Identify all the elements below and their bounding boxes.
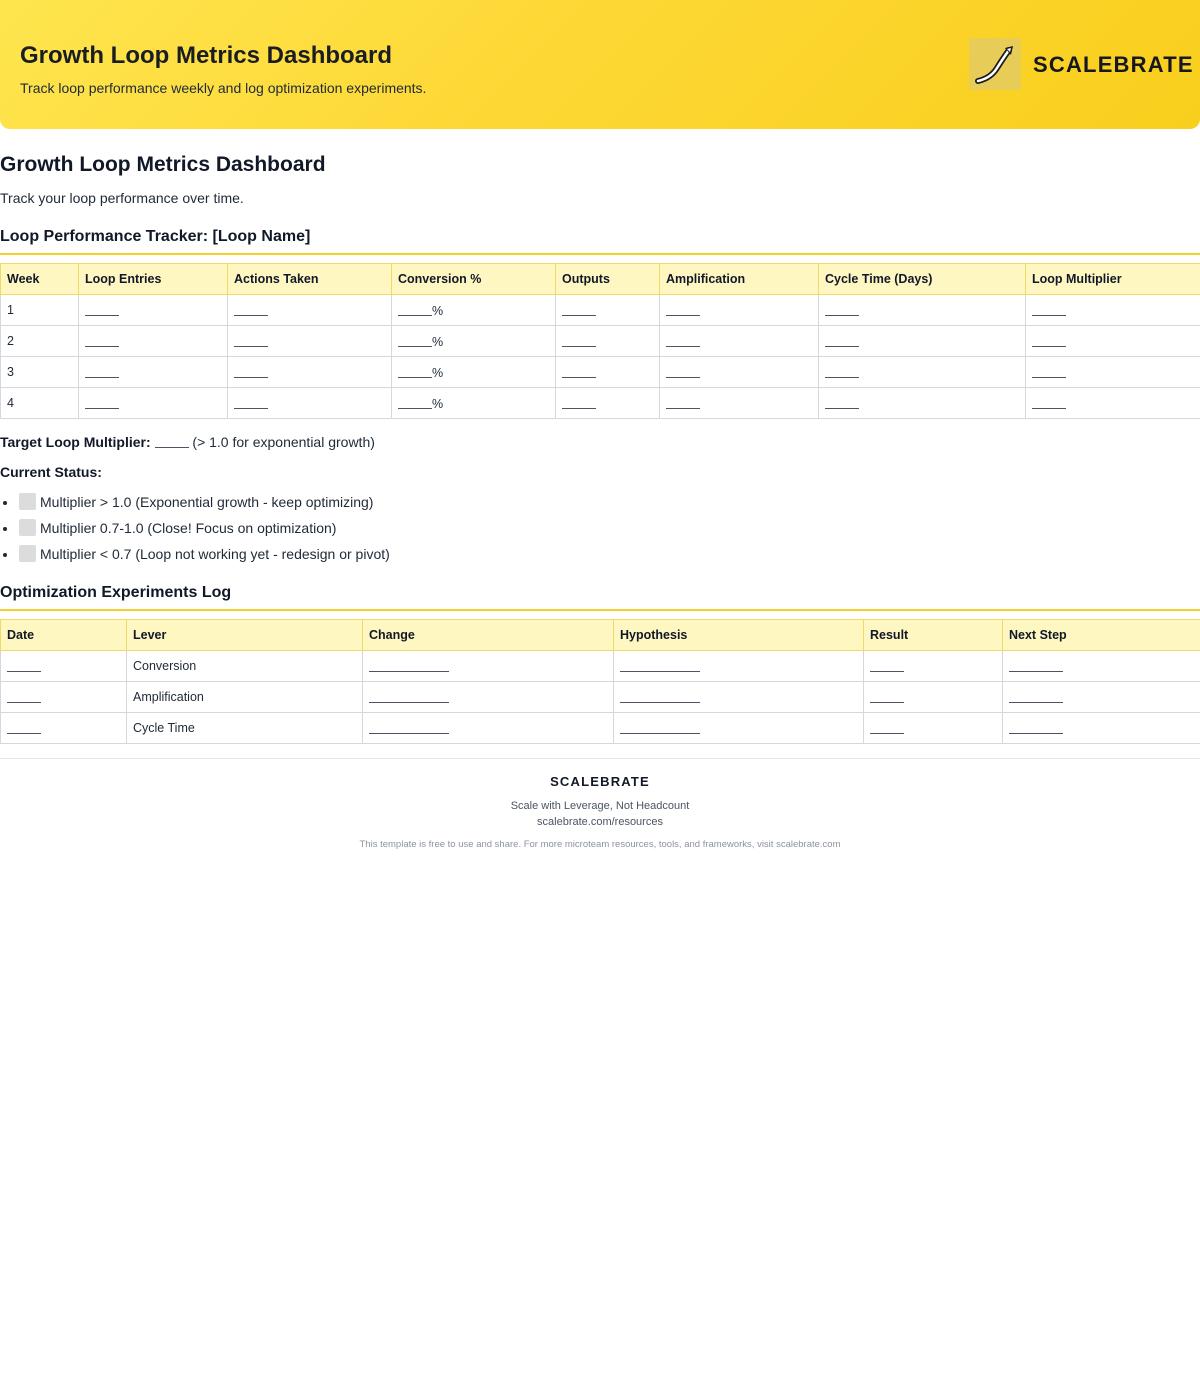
target-multiplier-field[interactable] (155, 434, 189, 448)
loop-entries-field[interactable] (79, 295, 228, 326)
loop-multiplier-field[interactable] (1026, 388, 1200, 419)
column-header-date: Date (1, 620, 127, 651)
cycle-time-field[interactable] (819, 357, 1026, 388)
amplification-field[interactable] (660, 357, 819, 388)
loop-multiplier-field[interactable] (1026, 326, 1200, 357)
result-field[interactable] (864, 682, 1003, 713)
amplification-field[interactable] (660, 326, 819, 357)
column-header-result: Result (864, 620, 1003, 651)
table-header-row (1, 264, 1200, 295)
conversion-field[interactable] (392, 295, 556, 326)
conversion-field[interactable] (392, 326, 556, 357)
list-item (0, 518, 390, 544)
page-title: Growth Loop Metrics Dashboard (0, 153, 326, 176)
outputs-field[interactable] (556, 357, 660, 388)
target-multiplier-label: Target Loop Multiplier: (0, 434, 151, 450)
table-header-row (1, 620, 1200, 651)
header-title: Growth Loop Metrics Dashboard (20, 42, 393, 69)
week-cell: 4 (1, 388, 79, 419)
tracker-section-title: Loop Performance Tracker: [Loop Name] (0, 228, 311, 245)
column-header-loop-multiplier: Loop Multiplier (1026, 264, 1200, 295)
outputs-field[interactable] (556, 326, 660, 357)
table-row (1, 713, 1200, 744)
next-step-field[interactable] (1003, 682, 1200, 713)
table-row (1, 651, 1200, 682)
lever-cell: Conversion (127, 651, 363, 682)
result-field[interactable] (864, 713, 1003, 744)
week-cell: 2 (1, 326, 79, 357)
header-subtitle: Track loop performance weekly and log optimization experiments. (20, 80, 427, 96)
amplification-field[interactable] (660, 295, 819, 326)
experiments-log-table (0, 619, 1200, 744)
loop-multiplier-field[interactable] (1026, 357, 1200, 388)
section-divider (0, 253, 1200, 255)
target-multiplier-line (0, 434, 375, 450)
footer-tagline: Scale with Leverage, Not Headcount (510, 800, 690, 812)
actions-taken-field[interactable] (228, 326, 392, 357)
status-option-label: Multiplier < 0.7 (Loop not working yet - redesign or pivot) (40, 546, 390, 562)
cycle-time-field[interactable] (819, 388, 1026, 419)
cycle-time-field[interactable] (819, 326, 1026, 357)
page-subtitle: Track your loop performance over time. (0, 190, 244, 206)
outputs-field[interactable] (556, 388, 660, 419)
bullet-icon (3, 501, 7, 505)
rising-arrow-icon (969, 38, 1021, 90)
loop-entries-field[interactable] (79, 357, 228, 388)
column-header-actions-taken: Actions Taken (228, 264, 392, 295)
column-header-change: Change (363, 620, 614, 651)
status-option-label: Multiplier > 1.0 (Exponential growth - keep optimizing) (40, 494, 374, 510)
lever-cell: Amplification (127, 682, 363, 713)
loop-entries-field[interactable] (79, 388, 228, 419)
loop-multiplier-field[interactable] (1026, 295, 1200, 326)
column-header-conversion: Conversion % (392, 264, 556, 295)
footer-note: This template is free to use and share. For more microteam resources, tools, and frameworks, visit scalebrate.com (359, 839, 841, 850)
column-header-outputs: Outputs (556, 264, 660, 295)
week-cell: 1 (1, 295, 79, 326)
table-row (1, 388, 1200, 419)
target-multiplier-note: (> 1.0 for exponential growth) (192, 434, 375, 450)
change-field[interactable] (363, 682, 614, 713)
list-item (0, 544, 390, 570)
hypothesis-field[interactable] (614, 713, 864, 744)
table-row (1, 682, 1200, 713)
conversion-field[interactable] (392, 357, 556, 388)
footer-brand: SCALEBRATE (550, 774, 650, 789)
date-field[interactable] (1, 651, 127, 682)
change-field[interactable] (363, 713, 614, 744)
percent-suffix: % (432, 366, 444, 380)
footer-url-link[interactable]: scalebrate.com/resources (537, 816, 663, 828)
footer-divider (0, 758, 1200, 759)
status-checkbox[interactable] (19, 545, 36, 562)
lever-cell: Cycle Time (127, 713, 363, 744)
amplification-field[interactable] (660, 388, 819, 419)
hypothesis-field[interactable] (614, 682, 864, 713)
status-checklist (0, 492, 390, 570)
loop-entries-field[interactable] (79, 326, 228, 357)
cycle-time-field[interactable] (819, 295, 1026, 326)
next-step-field[interactable] (1003, 713, 1200, 744)
column-header-loop-entries: Loop Entries (79, 264, 228, 295)
percent-suffix: % (432, 397, 444, 411)
header-banner (0, 0, 1200, 129)
next-step-field[interactable] (1003, 651, 1200, 682)
list-item (0, 492, 390, 518)
column-header-amplification: Amplification (660, 264, 819, 295)
conversion-field[interactable] (392, 388, 556, 419)
table-row (1, 357, 1200, 388)
outputs-field[interactable] (556, 295, 660, 326)
brand-logo-text: SCALEBRATE (1033, 52, 1194, 77)
change-field[interactable] (363, 651, 614, 682)
column-header-lever: Lever (127, 620, 363, 651)
column-header-cycle-time: Cycle Time (Days) (819, 264, 1026, 295)
status-checkbox[interactable] (19, 493, 36, 510)
date-field[interactable] (1, 682, 127, 713)
actions-taken-field[interactable] (228, 388, 392, 419)
date-field[interactable] (1, 713, 127, 744)
bullet-icon (3, 527, 7, 531)
experiments-section-title: Optimization Experiments Log (0, 584, 232, 601)
column-header-hypothesis: Hypothesis (614, 620, 864, 651)
status-option-label: Multiplier 0.7-1.0 (Close! Focus on optimization) (40, 520, 337, 536)
status-checkbox[interactable] (19, 519, 36, 536)
bullet-icon (3, 553, 7, 557)
section-divider (0, 609, 1200, 611)
week-cell: 3 (1, 357, 79, 388)
result-field[interactable] (864, 651, 1003, 682)
percent-suffix: % (432, 335, 444, 349)
table-row (1, 326, 1200, 357)
table-row (1, 295, 1200, 326)
column-header-next-step: Next Step (1003, 620, 1200, 651)
percent-suffix: % (432, 304, 444, 318)
column-header-week: Week (1, 264, 79, 295)
current-status-label: Current Status: (0, 464, 102, 480)
actions-taken-field[interactable] (228, 295, 392, 326)
actions-taken-field[interactable] (228, 357, 392, 388)
hypothesis-field[interactable] (614, 651, 864, 682)
loop-performance-table (0, 263, 1200, 419)
